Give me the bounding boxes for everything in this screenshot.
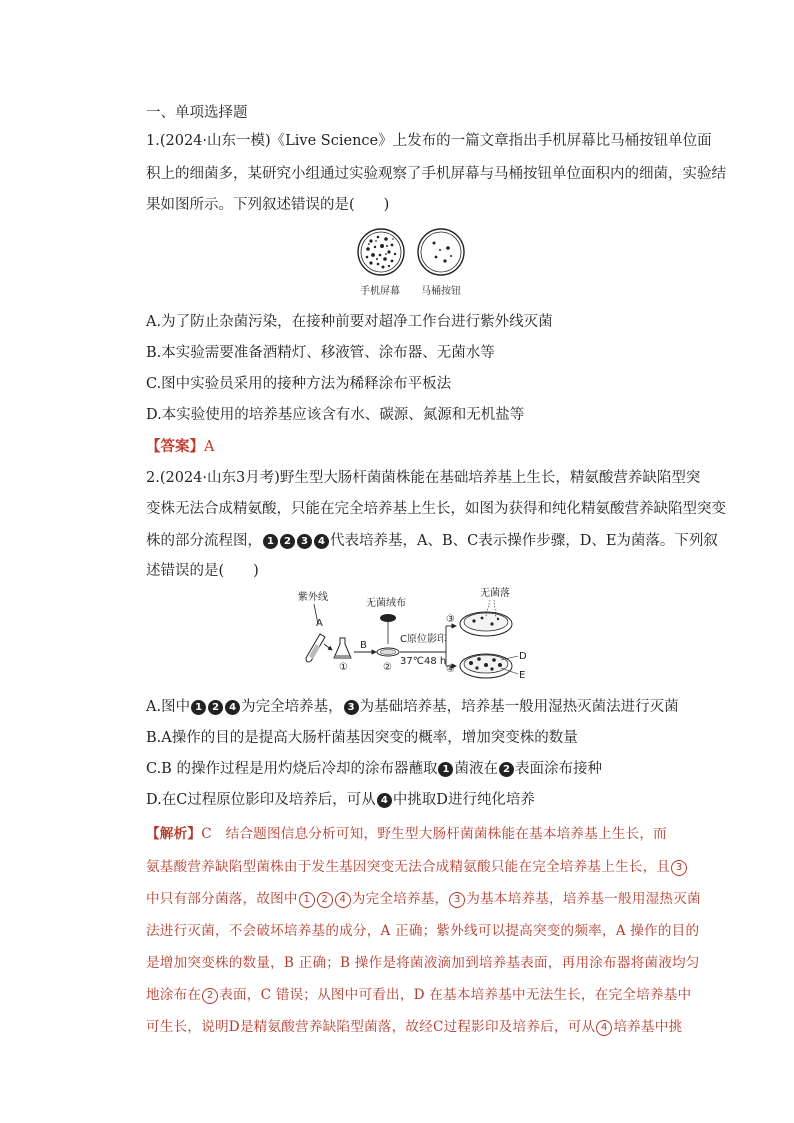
q1-option-c: C.图中实验员采用的接种方法为稀释涂布平板法	[146, 376, 452, 392]
q2-stem-line-1: 2.(2024·山东3月考)野生型大肠杆菌菌株能在基础培养基上生长，精氨酸营养缺陷型突	[146, 470, 701, 486]
dish-4-icon	[460, 654, 512, 678]
circled-4: 4	[596, 1020, 612, 1036]
q2-option-d	[146, 790, 535, 810]
text-span: 代表培养基，A、B、C表示操作步骤，D、E为菌落。下列叙	[330, 533, 718, 549]
velvet-pad-icon	[380, 614, 396, 622]
q2-stem-line-4: 述错误的是( )	[146, 563, 259, 579]
analysis-line-5: 是增加突变株的数量，B 正确；B 操作是将菌液滴加到培养基表面，再用涂布器将菌液均匀	[146, 955, 700, 971]
section-title: 一、单项选择题	[146, 105, 248, 121]
analysis-line-3	[146, 889, 701, 909]
text-span: 为基础培养基，培养基一般用湿热灭菌法进行灭菌	[359, 699, 679, 715]
phone-screen-dish	[358, 229, 404, 275]
text-span: 中挑取D进行纯化培养	[392, 792, 535, 808]
circled-1: 1	[299, 892, 315, 908]
test-tube-icon	[306, 634, 325, 662]
circled-2: 2	[202, 988, 218, 1004]
analysis-tag: 【解析】	[146, 826, 202, 842]
circled-3: 3	[449, 892, 465, 908]
circled-2: 2	[280, 534, 295, 549]
answer-value: A	[204, 439, 215, 455]
text-span: 培养基中挑	[613, 1019, 683, 1035]
text-span: 表面，C 错误；从图中可看出，D 在基本培养基中无法生长，在完全培养基中	[219, 987, 692, 1003]
text-span: A.图中	[146, 699, 191, 715]
circled-4: 4	[335, 892, 351, 908]
q1-option-a: A.为了防止杂菌污染，在接种前要对超净工作台进行紫外线灭菌	[146, 314, 553, 330]
incubation-condition: 37℃48 h	[400, 656, 447, 667]
medium-3-label: ③	[446, 614, 455, 625]
text-span: 表面涂布接种	[514, 761, 602, 777]
sterile-velvet-label: 无菌绒布	[366, 598, 406, 609]
text-span: 株的部分流程图，	[146, 533, 262, 549]
circled-2: 2	[499, 762, 514, 777]
analysis-line-7	[146, 1017, 682, 1037]
dish-2-icon	[377, 648, 399, 656]
medium-1-label: ①	[339, 662, 348, 673]
q1-stem-line-2: 积上的细菌多，某研究小组通过实验观察了手机屏幕与马桶按钮单位面积内的细菌，实验结	[146, 166, 726, 182]
flask-icon	[334, 638, 351, 658]
uv-label: 紫外线	[298, 592, 328, 603]
text-span: 可生长，说明D是精氨酸营养缺陷型菌落，故经C过程影印及培养后，可从	[146, 1019, 596, 1035]
text-span: 地涂布在	[146, 987, 202, 1003]
circled-3: 3	[671, 860, 687, 876]
q2-option-c	[146, 759, 602, 779]
step-a-label: A	[316, 618, 323, 629]
q2-stem-line-2: 变株无法合成精氨酸，只能在完全培养基上生长，如图为获得和纯化精氨酸营养缺陷型突变	[146, 501, 726, 517]
text-span: 为完全培养基，	[241, 699, 343, 715]
q1-answer	[146, 437, 214, 457]
text-span: 氨基酸营养缺陷型菌株由于发生基因突变无法合成精氨酸只能在完全培养基上生长，且	[146, 859, 671, 875]
q2-option-b: B.A操作的目的是提高大肠杆菌基因突变的概率，增加突变株的数量	[146, 730, 578, 746]
circled-1: 1	[438, 762, 453, 777]
colony-e-label: E	[519, 670, 526, 680]
colony-d-label: D	[519, 651, 527, 662]
q2-stem-line-3	[146, 531, 718, 551]
q1-stem-line-1: 1.(2024·山东一模)《Live Science》上发布的一篇文章指出手机屏幕比马桶按钮单位面	[146, 133, 712, 149]
toilet-button-dish	[418, 229, 464, 275]
dish-3-icon	[460, 600, 512, 636]
step-c-label: C原位影印	[400, 634, 447, 645]
circled-4: 4	[314, 534, 329, 549]
circled-1: 1	[191, 700, 206, 715]
circled-4: 4	[377, 793, 392, 808]
analysis-line-1	[146, 824, 667, 844]
text-span: 为基本培养基，培养基一般用湿热灭菌	[466, 891, 701, 907]
medium-4-label: ④	[446, 664, 455, 675]
q1-option-b: B.本实验需要准备酒精灯、移液管、涂布器、无菌水等	[146, 345, 495, 361]
text-span: D.在C过程原位影印及培养后，可从	[146, 792, 376, 808]
q1-petri-dish-figure	[356, 226, 468, 300]
step-b-label: B	[360, 640, 367, 651]
no-colony-label: 无菌落	[480, 588, 510, 599]
answer-tag: 【答案】	[146, 438, 204, 455]
q1-option-d: D.本实验使用的培养基应该含有水、碳源、氮源和无机盐等	[146, 407, 525, 423]
analysis-line-6	[146, 985, 691, 1005]
circled-3: 3	[297, 534, 312, 549]
q2-flowchart-figure	[296, 586, 536, 680]
circled-4: 4	[225, 700, 240, 715]
phone-screen-label: 手机屏幕	[360, 286, 400, 297]
q1-stem-line-3: 果如图所示。下列叙述错误的是( )	[146, 197, 390, 213]
circled-2: 2	[208, 700, 223, 715]
circled-2: 2	[317, 892, 333, 908]
circled-3: 3	[344, 700, 359, 715]
text-span: C.B 的操作过程是用灼烧后冷却的涂布器蘸取	[146, 761, 438, 777]
text-span: 中只有部分菌落，故图中	[146, 891, 298, 907]
analysis-line-4: 法进行灭菌，不会破坏培养基的成分，A 正确；紫外线可以提高突变的频率，A 操作的目的	[146, 923, 700, 939]
text-span: 菌液在	[454, 761, 498, 777]
analysis-line-2	[146, 857, 688, 877]
medium-2-label: ②	[383, 662, 392, 673]
circled-1: 1	[263, 534, 278, 549]
toilet-button-label: 马桶按钮	[421, 286, 461, 297]
text-span: 为完全培养基，	[351, 891, 449, 907]
text-span: C 结合题图信息分析可知，野生型大肠杆菌菌株能在基本培养基上生长，而	[201, 826, 667, 842]
q2-option-a	[146, 697, 679, 717]
